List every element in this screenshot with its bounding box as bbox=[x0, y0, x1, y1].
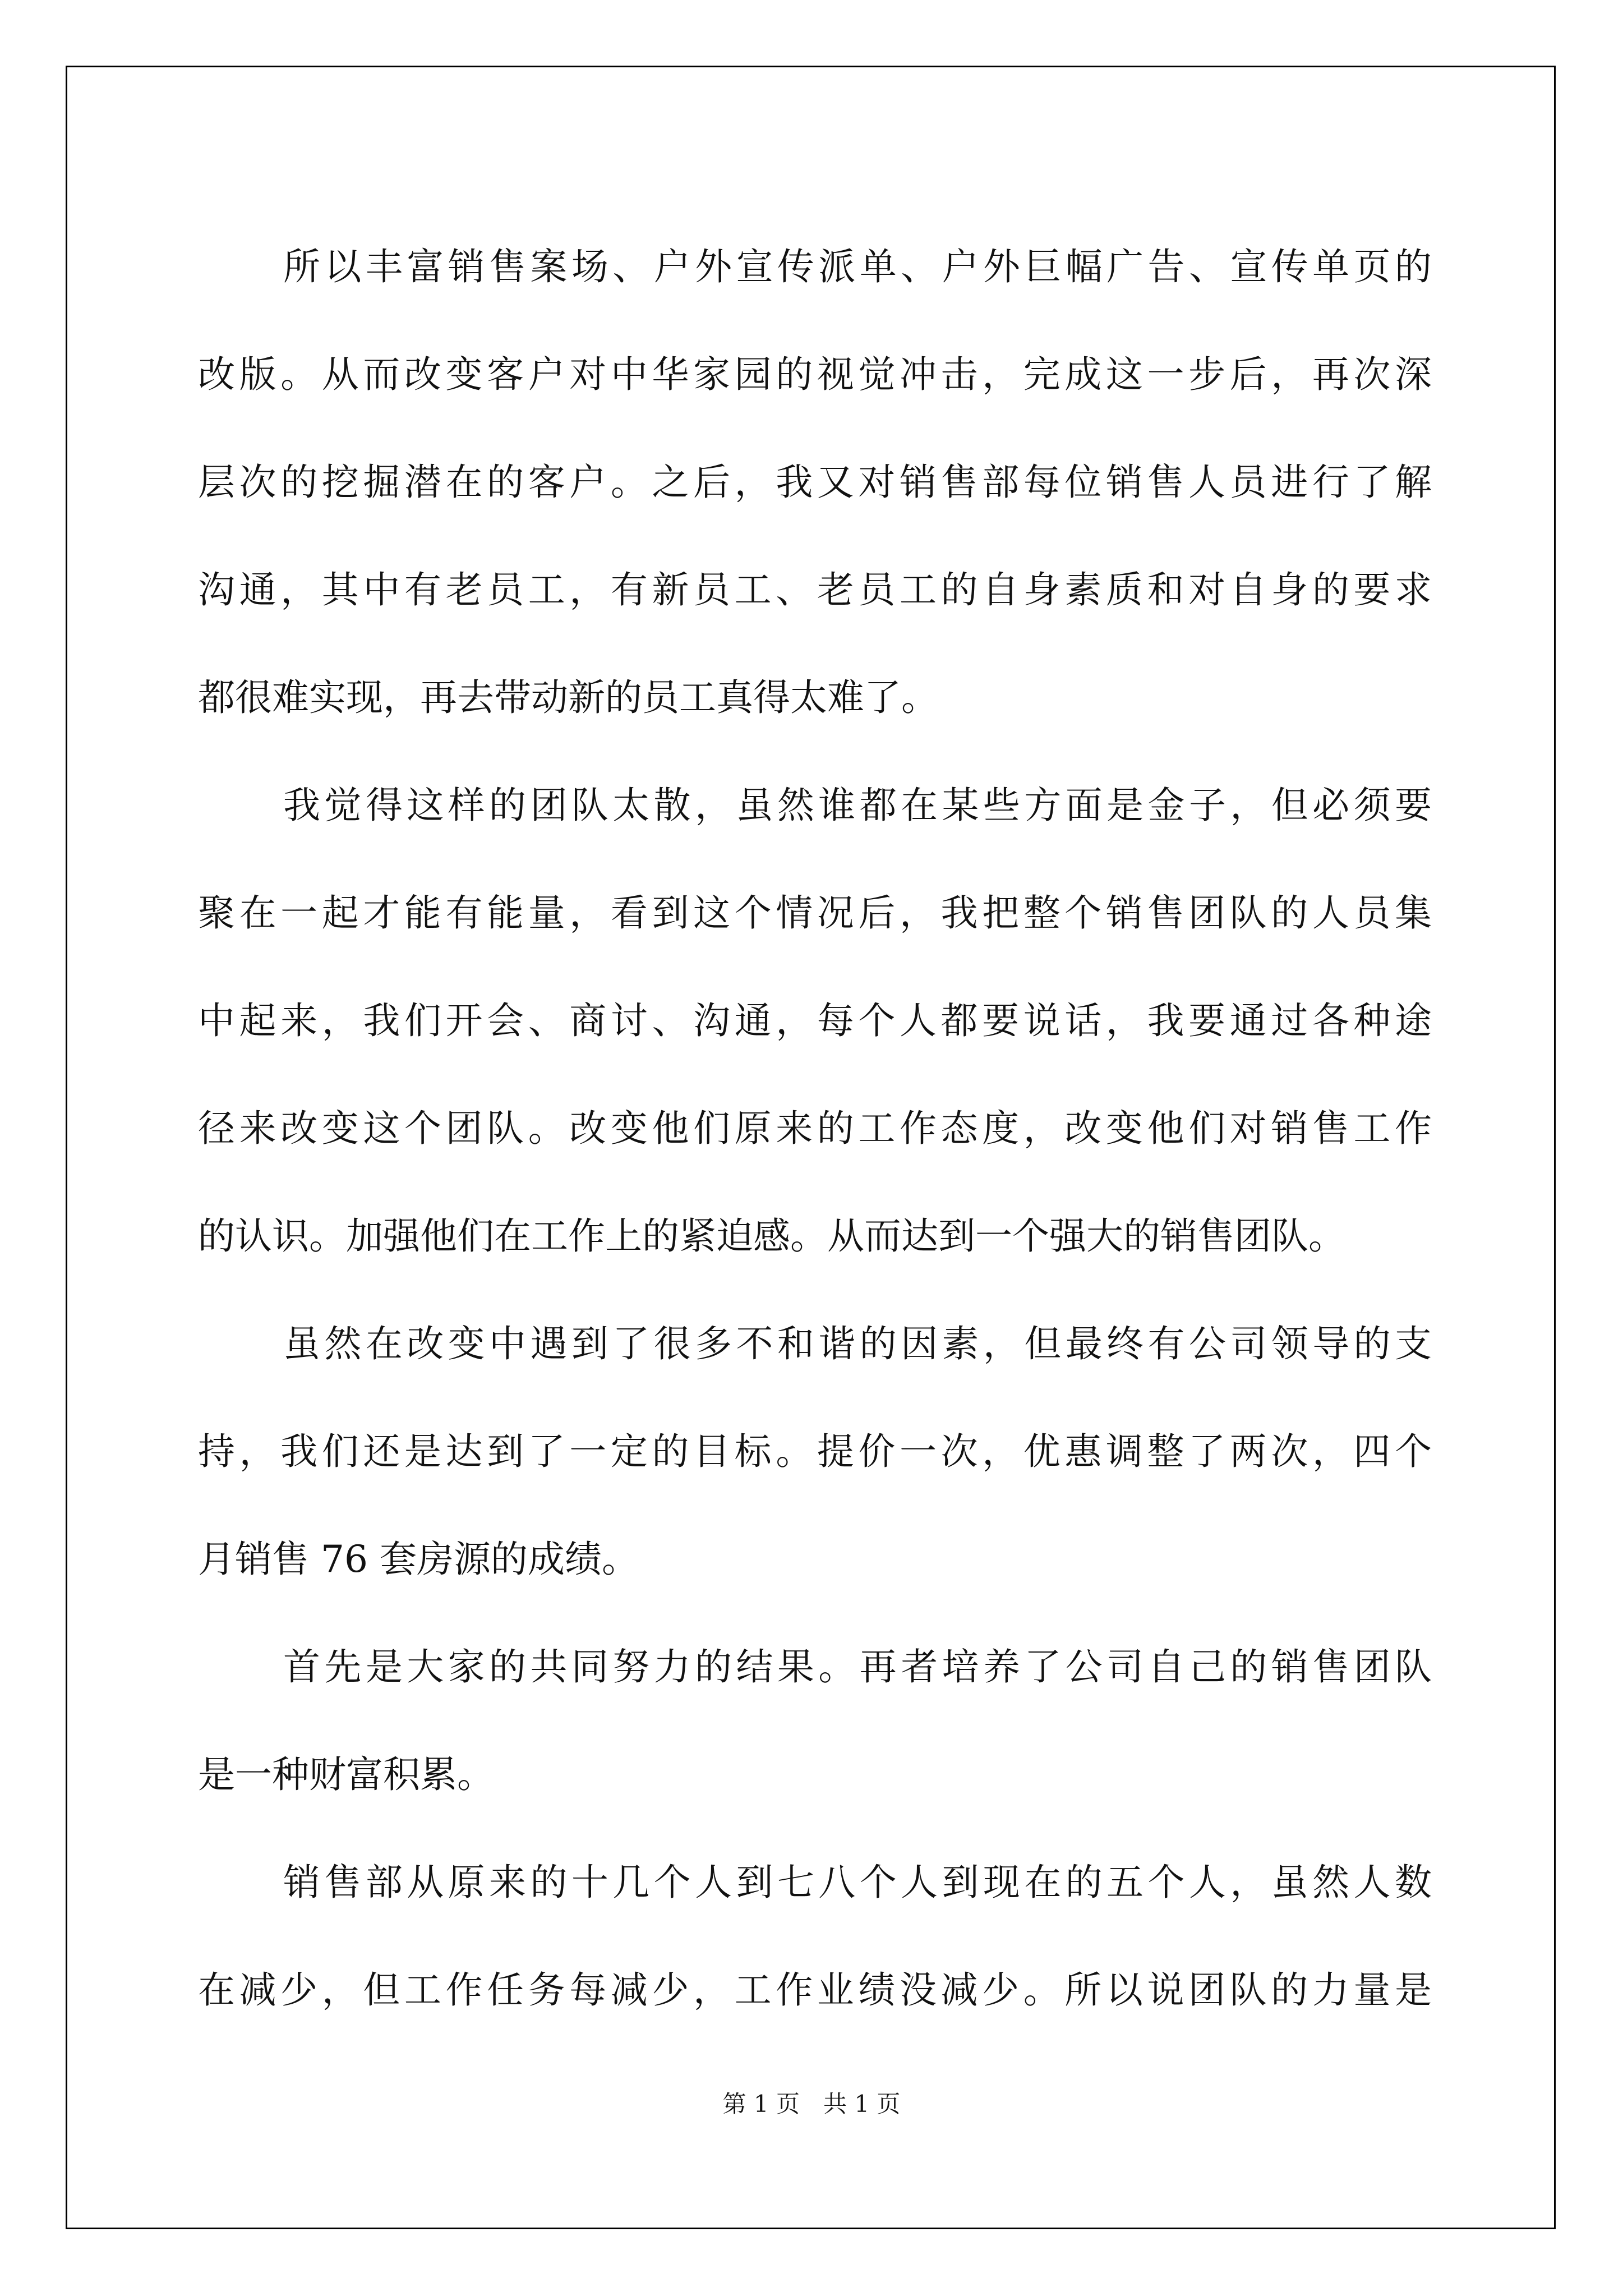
text-line: 沟通，其中有老员工，有新员工、老员工的自身素质和对自身的要求 bbox=[198, 568, 1432, 611]
text-line: 是一种财富积累。 bbox=[198, 1753, 494, 1796]
text-line: 径来改变这个团队。改变他们原来的工作态度，改变他们对销售工作 bbox=[198, 1107, 1432, 1150]
text-line: 持，我们还是达到了一定的目标。提价一次，优惠调整了两次，四个 bbox=[198, 1430, 1432, 1473]
text-line: 聚在一起才能有能量，看到这个情况后，我把整个销售团队的人员集 bbox=[198, 891, 1432, 935]
text-line: 销售部从原来的十几个人到七八个人到现在的五个人，虽然人数 bbox=[283, 1861, 1432, 1904]
text-line: 的认识。加强他们在工作上的紧迫感。从而达到一个强大的销售团队。 bbox=[198, 1214, 1345, 1258]
text-line: 改版。从而改变客户对中华家园的视觉冲击，完成这一步后，再次深 bbox=[198, 353, 1432, 396]
text-line: 虽然在改变中遇到了很多不和谐的因素，但最终有公司领导的支 bbox=[283, 1322, 1432, 1365]
text-line: 中起来，我们开会、商讨、沟通，每个人都要说话，我要通过各种途 bbox=[198, 999, 1432, 1042]
text-line: 层次的挖掘潜在的客户。之后，我又对销售部每位销售人员进行了解 bbox=[198, 461, 1432, 504]
text-line: 都很难实现，再去带动新的员工真得太难了。 bbox=[198, 676, 938, 719]
page-number-footer: 第 1 页 共 1 页 bbox=[722, 2090, 901, 2118]
text-line: 在减少，但工作任务每减少，工作业绩没减少。所以说团队的力量是 bbox=[198, 1968, 1432, 2012]
text-line: 我觉得这样的团队太散，虽然谁都在某些方面是金子，但必须要 bbox=[283, 784, 1432, 827]
text-line: 月销售 76 套房源的成绩。 bbox=[198, 1538, 639, 1581]
document-body bbox=[198, 213, 1432, 2044]
text-line: 所以丰富销售案场、户外宣传派单、户外巨幅广告、宣传单页的 bbox=[283, 245, 1432, 288]
text-line: 首先是大家的共同努力的结果。再者培养了公司自己的销售团队 bbox=[283, 1645, 1432, 1688]
